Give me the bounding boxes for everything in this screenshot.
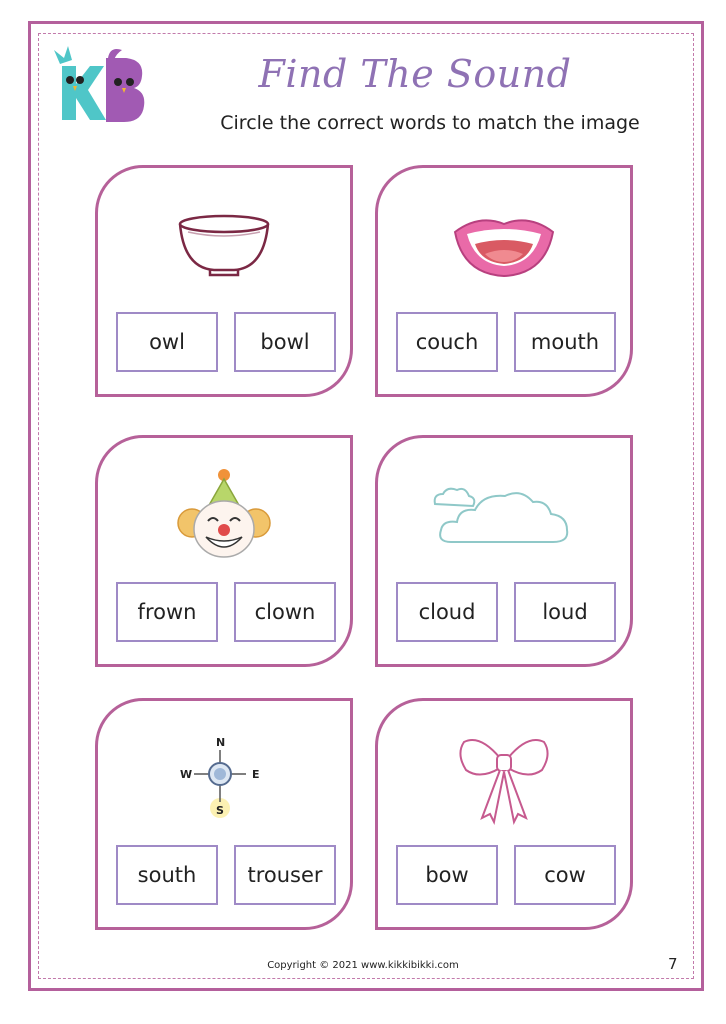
compass-west-label: W	[180, 768, 193, 781]
card-cloud	[375, 435, 633, 667]
compass-east-label: E	[252, 768, 260, 781]
card-bowl	[95, 165, 353, 397]
mouth-icon	[449, 210, 559, 280]
page-number: 7	[668, 955, 678, 973]
page-title: Find The Sound	[258, 52, 572, 96]
card-compass	[95, 698, 353, 930]
word-option-frown[interactable]: frown	[116, 582, 218, 642]
compass-icon	[174, 736, 274, 820]
bow-icon	[454, 728, 554, 828]
card-bow	[375, 698, 633, 930]
kb-logo	[50, 44, 150, 126]
card-mouth	[375, 165, 633, 397]
cloud-icon	[429, 480, 579, 550]
word-option-bowl[interactable]: bowl	[234, 312, 336, 372]
word-option-bow[interactable]: bow	[396, 845, 498, 905]
instructions: Circle the correct words to match the image	[220, 112, 640, 134]
word-option-owl[interactable]: owl	[116, 312, 218, 372]
word-option-mouth[interactable]: mouth	[514, 312, 616, 372]
bowl-icon	[174, 210, 274, 280]
compass-north-label: N	[216, 736, 226, 749]
word-option-loud[interactable]: loud	[514, 582, 616, 642]
compass-south-label: S	[216, 804, 224, 817]
clown-icon	[174, 467, 274, 563]
copyright-notice: Copyright © 2021 www.kikkibikki.com	[267, 960, 459, 971]
word-option-south[interactable]: south	[116, 845, 218, 905]
word-option-cow[interactable]: cow	[514, 845, 616, 905]
word-option-cloud[interactable]: cloud	[396, 582, 498, 642]
word-option-trouser[interactable]: trouser	[234, 845, 336, 905]
card-clown	[95, 435, 353, 667]
word-option-couch[interactable]: couch	[396, 312, 498, 372]
word-option-clown[interactable]: clown	[234, 582, 336, 642]
